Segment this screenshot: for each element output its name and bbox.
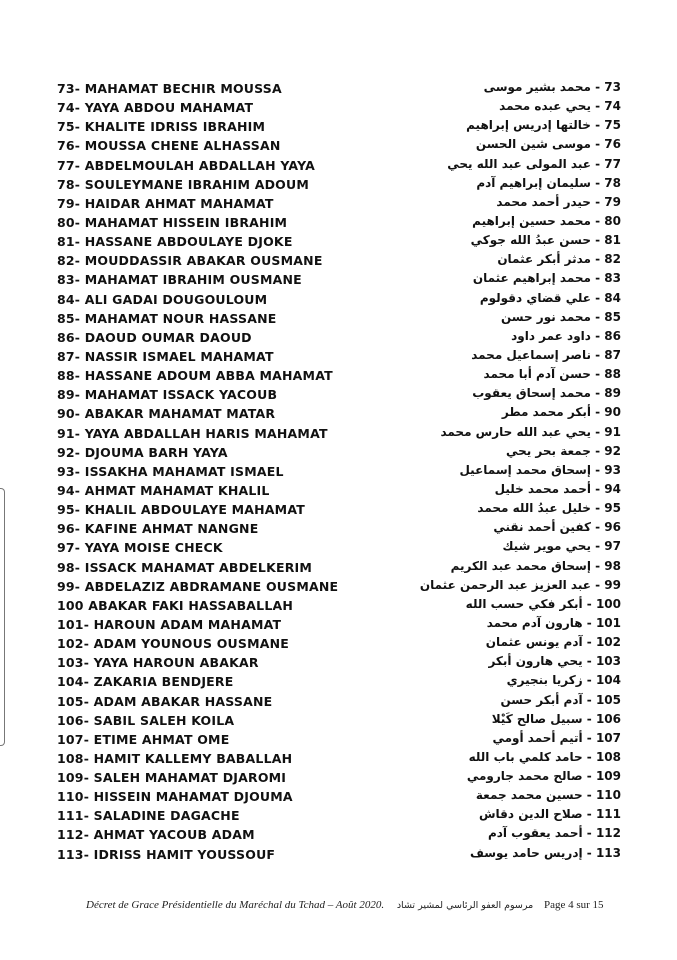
arabic-name: 98 - إسحاق محمد عبد الكريم bbox=[450, 558, 621, 573]
list-item bbox=[0, 405, 677, 424]
arabic-name: 84 - علي قضاي دقولوم bbox=[479, 290, 621, 305]
latin-name: 94- AHMAT MAHAMAT KHALIL bbox=[57, 482, 270, 498]
latin-name: 98- ISSACK MAHAMAT ABDELKERIM bbox=[57, 559, 313, 575]
latin-name: 88- HASSANE ADOUM ABBA MAHAMAT bbox=[57, 368, 333, 384]
list-item bbox=[0, 271, 677, 290]
list-item bbox=[0, 118, 677, 137]
latin-name: 80- MAHAMAT HISSEIN IBRAHIM bbox=[57, 214, 288, 230]
list-item bbox=[0, 807, 677, 826]
latin-name: 106- SABIL SALEH KOILA bbox=[57, 712, 235, 728]
arabic-name: 90 - أبكر محمد مطر bbox=[501, 405, 621, 420]
list-item bbox=[0, 310, 677, 329]
list-item bbox=[0, 826, 677, 845]
arabic-name: 74 - يحي عبده محمد bbox=[499, 99, 621, 114]
list-item bbox=[0, 444, 677, 463]
list-item bbox=[0, 635, 677, 654]
arabic-name: 93 - إسحاق محمد إسماعيل bbox=[459, 462, 621, 477]
name-list bbox=[0, 80, 677, 865]
list-item bbox=[0, 616, 677, 635]
list-item bbox=[0, 788, 677, 807]
list-item bbox=[0, 176, 677, 195]
list-item bbox=[0, 578, 677, 597]
arabic-name: 76 - موسى شين الحسن bbox=[475, 137, 621, 152]
page-footer bbox=[86, 899, 604, 911]
arabic-name: 113 - إدريس حامد يوسف bbox=[469, 845, 621, 860]
list-item bbox=[0, 673, 677, 692]
latin-name: 107- ETIME AHMAT OME bbox=[57, 731, 230, 747]
arabic-name: 73 - محمد بشير موسى bbox=[483, 80, 621, 94]
list-item bbox=[0, 693, 677, 712]
arabic-name: 106 - سبيل صالح كَيْلا bbox=[491, 711, 621, 726]
arabic-name: 104 - زكريا بنجيري bbox=[506, 673, 621, 688]
list-item bbox=[0, 712, 677, 731]
latin-name: 89- MAHAMAT ISSACK YACOUB bbox=[57, 387, 278, 403]
latin-name: 73- MAHAMAT BECHIR MOUSSA bbox=[57, 81, 282, 96]
latin-name: 93- ISSAKHA MAHAMAT ISMAEL bbox=[57, 463, 284, 479]
latin-name: 74- YAYA ABDOU MAHAMAT bbox=[57, 100, 254, 116]
arabic-name: 102 - آدم يونس عثمان bbox=[485, 635, 621, 650]
arabic-name: 80 - محمد حسين إبراهيم bbox=[472, 213, 621, 228]
arabic-name: 81 - حسن عبدُ الله جوكي bbox=[470, 233, 621, 248]
arabic-name: 87 - ناصر إسماعيل محمد bbox=[471, 347, 621, 362]
latin-name: 75- KHALITE IDRISS IBRAHIM bbox=[57, 119, 266, 135]
arabic-name: 105 - آدم أبكر حسن bbox=[500, 692, 621, 707]
arabic-name: 78 - سليمان إبراهيم آدم bbox=[476, 175, 621, 190]
list-item bbox=[0, 233, 677, 252]
arabic-name: 94 - أحمد محمد خليل bbox=[494, 481, 621, 496]
latin-name: 87- NASSIR ISMAEL MAHAMAT bbox=[57, 348, 274, 364]
latin-name: 96- KAFINE AHMAT NANGNE bbox=[57, 521, 259, 537]
arabic-name: 85 - محمد نور حسن bbox=[500, 309, 621, 324]
list-item bbox=[0, 750, 677, 769]
latin-name: 78- SOULEYMANE IBRAHIM ADOUM bbox=[57, 176, 309, 192]
list-item bbox=[0, 769, 677, 788]
latin-name: 86- DAOUD OUMAR DAOUD bbox=[57, 329, 252, 345]
latin-name: 83- MAHAMAT IBRAHIM OUSMANE bbox=[57, 272, 302, 288]
arabic-name: 77 - عبد المولى عبد الله يحي bbox=[447, 156, 621, 171]
latin-name: 113- IDRISS HAMIT YOUSSOUF bbox=[57, 846, 276, 862]
arabic-name: 75 - خالتها إدريس إبراهيم bbox=[466, 118, 621, 133]
arabic-name: 91 - يحي عبد الله حارس محمد bbox=[440, 424, 621, 439]
arabic-name: 83 - محمد إبراهيم عثمان bbox=[472, 271, 621, 286]
arabic-name: 82 - مدثر أبكر عثمان bbox=[497, 252, 621, 267]
list-item bbox=[0, 559, 677, 578]
latin-name: 90- ABAKAR MAHAMAT MATAR bbox=[57, 406, 276, 422]
arabic-name: 109 - صالح محمد جارومي bbox=[466, 769, 621, 784]
latin-name: 82- MOUDDASSIR ABAKAR OUSMANE bbox=[57, 253, 323, 269]
list-item bbox=[0, 291, 677, 310]
latin-name: 103- YAYA HAROUN ABAKAR bbox=[57, 655, 259, 671]
arabic-name: 103 - يحي هارون أبكر bbox=[488, 654, 621, 669]
list-item bbox=[0, 329, 677, 348]
latin-name: 99- ABDELAZIZ ABDRAMANE OUSMANE bbox=[57, 578, 339, 594]
latin-name: 109- SALEH MAHAMAT DJAROMI bbox=[57, 770, 287, 786]
list-item bbox=[0, 597, 677, 616]
latin-name: 111- SALADINE DAGACHE bbox=[57, 808, 240, 824]
list-item bbox=[0, 520, 677, 539]
arabic-name: 99 - عبد العزيز عبد الرحمن عثمان bbox=[419, 577, 621, 592]
arabic-name: 89 - محمد إسحاق يعقوب bbox=[472, 386, 621, 401]
latin-name: 112- AHMAT YACOUB ADAM bbox=[57, 827, 255, 843]
latin-name: 108- HAMIT KALLEMY BABALLAH bbox=[57, 750, 293, 766]
list-item bbox=[0, 654, 677, 673]
footer-page-number: Page 4 sur 15 bbox=[543, 899, 604, 911]
latin-name: 85- MAHAMAT NOUR HASSANE bbox=[57, 310, 277, 326]
latin-name: 91- YAYA ABDALLAH HARIS MAHAMAT bbox=[57, 425, 328, 441]
list-item bbox=[0, 846, 677, 865]
latin-name: 79- HAIDAR AHMAT MAHAMAT bbox=[57, 195, 274, 211]
arabic-name: 95 - خليل عبدُ الله محمد bbox=[477, 501, 621, 516]
arabic-name: 100 - أبكر فكي حسب الله bbox=[465, 596, 621, 611]
latin-name: 110- HISSEIN MAHAMAT DJOUMA bbox=[57, 789, 293, 805]
arabic-name: 97 - يحي موير شيك bbox=[502, 539, 621, 554]
list-item bbox=[0, 80, 677, 99]
arabic-name: 112 - أحمد يعقوب آدم bbox=[487, 826, 621, 841]
latin-name: 104- ZAKARIA BENDJERE bbox=[57, 674, 234, 690]
list-item bbox=[0, 482, 677, 501]
latin-name: 84- ALI GADAI DOUGOULOUM bbox=[57, 291, 268, 307]
latin-name: 95- KHALIL ABDOULAYE MAHAMAT bbox=[57, 502, 305, 518]
list-item bbox=[0, 157, 677, 176]
latin-name: 77- ABDELMOULAH ABDALLAH YAYA bbox=[57, 157, 316, 173]
list-item bbox=[0, 386, 677, 405]
list-item bbox=[0, 501, 677, 520]
list-item bbox=[0, 348, 677, 367]
list-item bbox=[0, 539, 677, 558]
footer-decree-title: Décret de Grace Présidentielle du Maréchal du Tchad – Août 2020. bbox=[86, 899, 385, 911]
list-item bbox=[0, 137, 677, 156]
arabic-name: 108 - حامد كلمي باب الله bbox=[468, 749, 621, 764]
list-item bbox=[0, 367, 677, 386]
arabic-name: 101 - هارون آدم محمد bbox=[486, 615, 621, 630]
latin-name: 105- ADAM ABAKAR HASSANE bbox=[57, 693, 273, 709]
footer-arabic-title: مرسوم العفو الرئاسي لمشير تشاد bbox=[396, 900, 534, 911]
latin-name: 92- DJOUMA BARH YAYA bbox=[57, 444, 228, 460]
latin-name: 76- MOUSSA CHENE ALHASSAN bbox=[57, 138, 281, 154]
arabic-name: 86 - داود عمر داود bbox=[511, 328, 621, 343]
list-item bbox=[0, 252, 677, 271]
arabic-name: 92 - جمعة بحر يحي bbox=[505, 443, 621, 458]
list-item bbox=[0, 425, 677, 444]
latin-name: 81- HASSANE ABDOULAYE DJOKE bbox=[57, 234, 293, 250]
arabic-name: 96 - كفين أحمد نقني bbox=[493, 520, 621, 535]
arabic-name: 111 - صلاح الدين دقاش bbox=[478, 807, 621, 822]
arabic-name: 110 - حسين محمد جمعة bbox=[475, 788, 621, 803]
list-item bbox=[0, 195, 677, 214]
arabic-name: 107 - أتيم أحمد أومي bbox=[492, 730, 621, 745]
list-item bbox=[0, 99, 677, 118]
latin-name: 100 ABAKAR FAKI HASSABALLAH bbox=[57, 597, 294, 613]
latin-name: 102- ADAM YOUNOUS OUSMANE bbox=[57, 636, 290, 652]
list-item bbox=[0, 214, 677, 233]
list-item bbox=[0, 463, 677, 482]
latin-name: 97- YAYA MOISE CHECK bbox=[57, 540, 223, 556]
list-item bbox=[0, 731, 677, 750]
arabic-name: 79 - حيدر أحمد محمد bbox=[496, 194, 621, 209]
arabic-name: 88 - حسن آدم أبا محمد bbox=[483, 367, 621, 382]
latin-name: 101- HAROUN ADAM MAHAMAT bbox=[57, 616, 282, 632]
